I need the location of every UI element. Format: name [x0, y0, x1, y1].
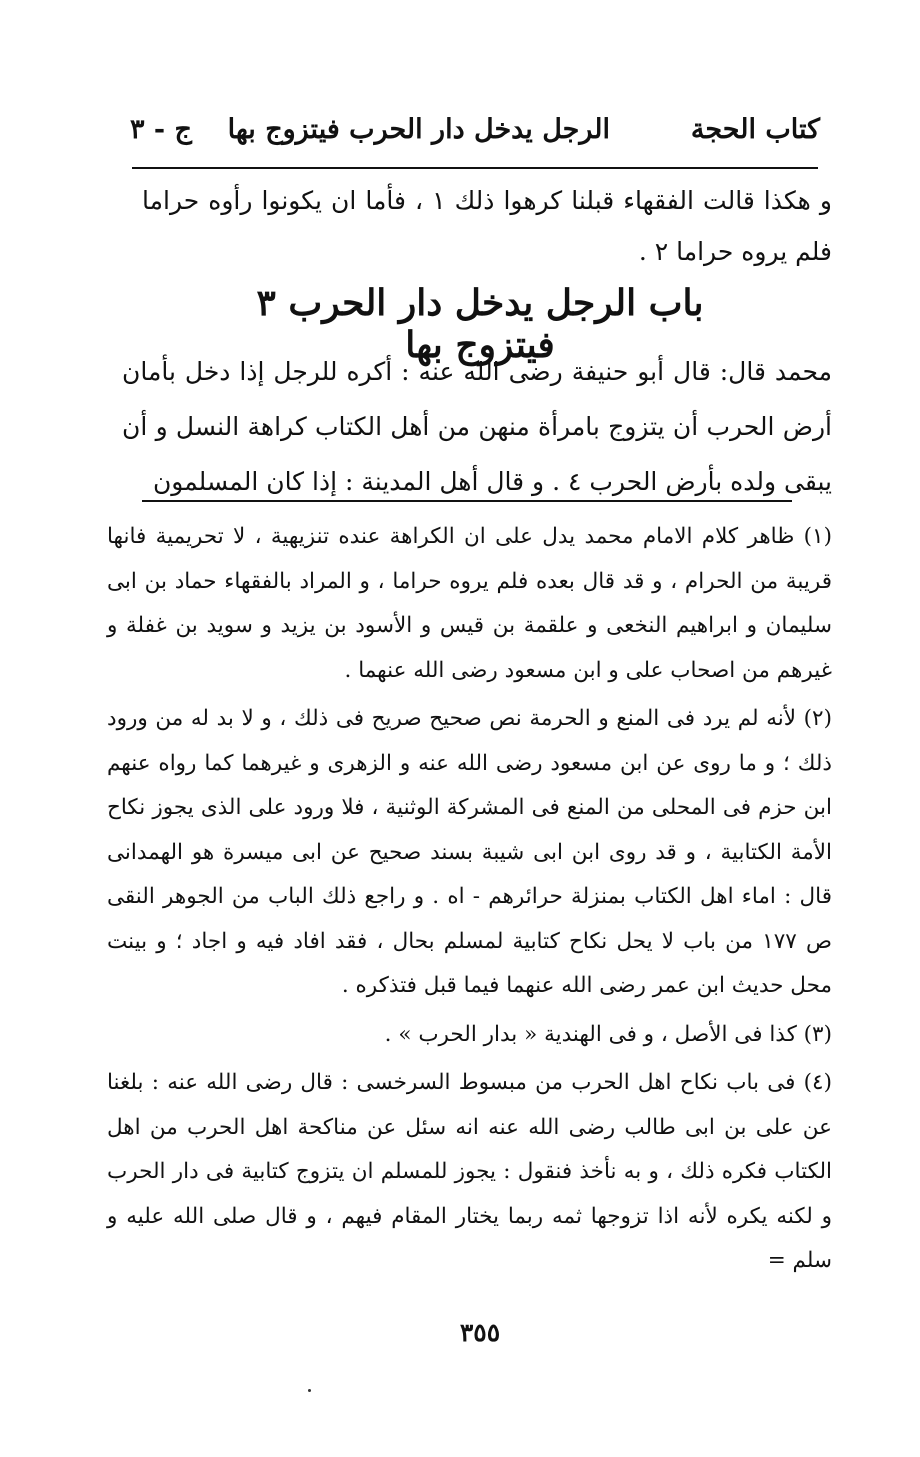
chapter-paragraph: محمد قال: قال أبو حنيفة رضى الله عنه : أكره للرجل إذا دخل بأمان أرض الحرب أن يتزوج بامرأة منهن من أهل الكتاب كراهة النسل و أن يبقى ولده بأرض الحرب ٤ . و قال أهل المدينة : إذا كان المسلمون [122, 357, 832, 496]
chapter-heading: باب الرجل يدخل دار الحرب ٣ فيتزوج بها [256, 282, 704, 366]
page-number: ٣٥٥ [459, 1318, 501, 1347]
footnote-2: (٢) لأنه لم يرد فى المنع و الحرمة نص صحيح صريح فى ذلك ، و لا بد له من ورود ذلك ؛ و ما روى عن ابن مسعود رضى الله عنه و الزهرى و غيرهما كما رواه عنهم ابن حزم فى المحلى من المنع فى المشركة الوثنية ، فلا ورود على الذى يجوز نكاح الأمة الكتابية ، و قد روى ابن ابى شيبة بسند صحيح عن ابى ميسرة هو الهمدانى قال : اماء اهل الكتاب بمنزلة حرائرهم - اه . و راجع ذلك الباب من الجوهر النقى ص ١٧٧ من باب لا يحل نكاح كتابية لمسلم بحال ، فقد افاد فيه و اجاد ؛ و بينت محل حديث ابن عمر رضى الله عنهما فيما قبل فتذكره . [107, 706, 832, 998]
chapter-body [122, 344, 832, 509]
footnote-4: (٤) فى باب نكاح اهل الحرب من مبسوط السرخسى : قال رضى الله عنه : بلغنا عن على بن ابى طالب رضى الله عنه انه سئل عن مناكحة اهل الحرب من اهل الكتاب فكره ذلك ، و به نأخذ فنقول : يجوز للمسلم ان يتزوج كتابية فى دار الحرب و لكنه يكره لأنه اذا تزوجها ثمه ربما يختار المقام فيهم ، و قال صلى الله عليه و سلم = [107, 1070, 832, 1273]
continued-paragraph: و هكذا قالت الفقهاء قبلنا كرهوا ذلك ١ ، فأما ان يكونوا رأوه حراما فلم يروه حراما ٢ . [142, 186, 832, 266]
running-head-chapter-title: الرجل يدخل دار الحرب فيتزوج بها [227, 114, 610, 145]
continued-text [142, 175, 832, 277]
footnote-1: (١) ظاهر كلام الامام محمد يدل على ان الكراهة عنده تنزيهية ، لا تحريمية فانها قريبة من الحرام ، و قد قال بعده فلم يروه حراما ، و المراد بالفقهاء حماد بن ابى سليمان و ابراهيم النخعى و علقمة بن قيس و الأسود بن يزيد و سويد بن غفلة و غيرهم من اصحاب على و ابن مسعود رضى الله عنهما . [107, 524, 832, 683]
running-head-volume: ج - ٣ [130, 114, 192, 145]
scan-speck [308, 1389, 311, 1392]
footnote-divider [142, 500, 792, 502]
footnote-3: (٣) كذا فى الأصل ، و فى الهندية « بدار الحرب » . [384, 1021, 832, 1047]
footnotes [107, 515, 832, 1288]
running-head-book-title: كتاب الحجة [690, 114, 820, 145]
running-head [130, 108, 820, 158]
header-divider [132, 167, 818, 169]
